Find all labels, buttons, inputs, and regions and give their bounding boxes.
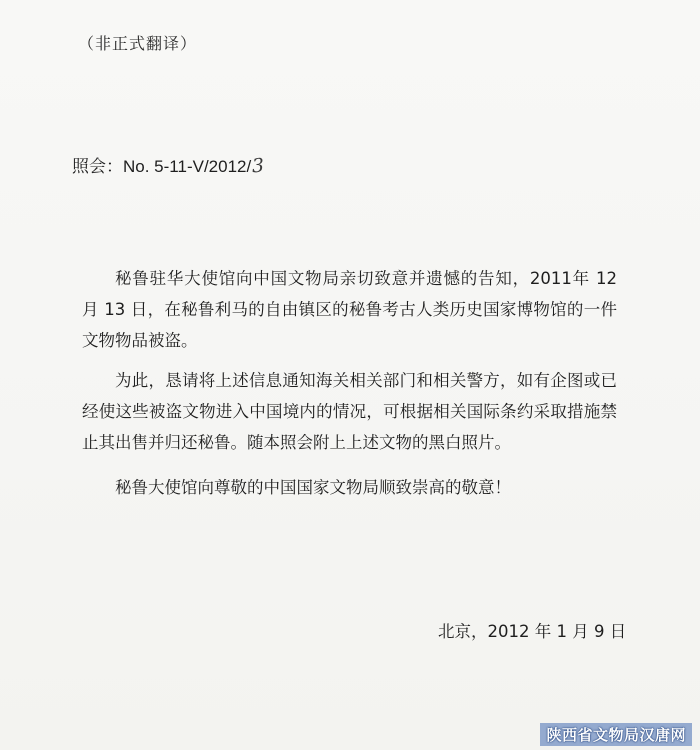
note-body <box>82 263 617 512</box>
note-reference-number <box>72 152 264 177</box>
paragraph-notification: 秘鲁驻华大使馆向中国文物局亲切致意并遗憾的告知，2011年 12 月 13 日，在秘鲁利马的自由镇区的秘鲁考古人类历史国家博物馆的一件文物物品被盗。 <box>82 269 617 350</box>
site-watermark: 陕西省文物局汉唐网 <box>540 723 692 746</box>
paragraph-request: 为此，恳请将上述信息通知海关相关部门和相关警方，如有企图或已经使这些被盗文物进入中国境内的情况，可根据相关国际条约采取措施禁止其出售并归还秘鲁。随本照会附上上述文物的黑白照片。 <box>82 371 617 452</box>
reference-handwritten-digit: 3 <box>251 154 266 178</box>
unofficial-translation-label: （非正式翻译） <box>78 34 198 53</box>
reference-label: 照会： <box>72 157 123 177</box>
reference-value: No. 5-11-V/2012/ <box>123 157 252 176</box>
paragraph-closing-courtesy: 秘鲁大使馆向尊敬的中国国家文物局顺致崇高的敬意！ <box>115 478 511 497</box>
place-and-date: 北京，2012 年 1 月 9 日 <box>438 622 627 641</box>
